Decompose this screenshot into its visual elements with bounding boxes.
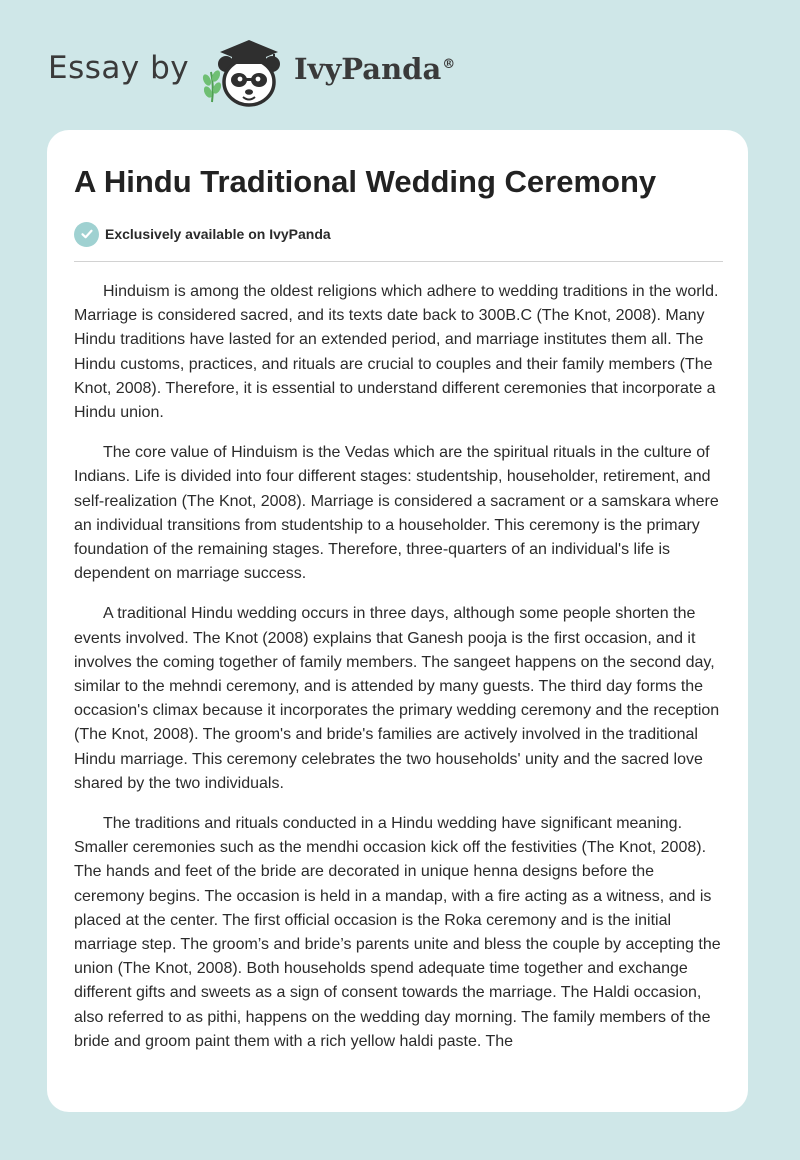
essay-card	[47, 130, 748, 1112]
essay-paragraph: Hinduism is among the oldest religions which adhere to wedding traditions in the world. Marriage is considered sacred, and its texts date back to 300B.C (The Knot, 2008). Many Hindu traditions have lasted for an extended period, and marriage institutes them all. The Hindu customs, practices, and rituals are crucial to couples and their family members (The Knot, 2008). Therefore, it is essential to understand different ceremonies that incorporate a Hindu union.	[74, 283, 719, 422]
essay-paragraph: The traditions and rituals conducted in a Hindu wedding have significant meaning. Smaller ceremonies such as the mendhi occasion kick off the festivities (The Knot, 2008). The hands and feet of the bride are decorated in unique henna designs before the ceremony begins. The occasion is held in a mandap, with a fire acting as a witness, and is placed at the center. The first official occasion is the Roka ceremony and is the initial marriage step. The groom’s and bride’s parents unite and bless the couple by accepting the union (The Knot, 2008). Both households spend adequate time together and exchange different gifts and sweets as a sign of consent towards the marriage. The Haldi occasion, also referred to as pithi, happens on the wedding day morning. The family members of the bride and groom paint them with a rich yellow haldi paste. The	[74, 815, 721, 1050]
brand-header[interactable]	[48, 36, 468, 108]
panda-graduate-logo-icon	[202, 36, 292, 108]
brand-name: IvyPanda®	[294, 52, 456, 86]
exclusive-badge-text: Exclusively available on IvyPanda	[105, 226, 331, 242]
essay-paragraph: The core value of Hinduism is the Vedas which are the spiritual rituals in the culture of Indians. Life is divided into four different stages: studentship, householder, retirement, and self-realization (The Knot, 2008). Marriage is considered a sacrament or a samskara where an individual transitions from studentship to a householder. This ceremony is the primary foundation of the remaining stages. Therefore, three-quarters of an individual's life is dependent on marriage success.	[74, 444, 719, 583]
check-circle-icon	[74, 222, 99, 247]
registered-mark: ®	[442, 57, 456, 73]
essay-paragraph: A traditional Hindu wedding occurs in three days, although some people shorten the events involved. The Knot (2008) explains that Ganesh pooja is the first occasion, and it involves the coming together of family members. The sangeet happens on the second day, similar to the mehndi ceremony, and is attended by many guests. The third day forms the occasion's climax because it incorporates the primary wedding ceremony and the reception (The Knot, 2008). The groom's and bride's families are actively involved in the traditional Hindu marriage. This ceremony celebrates the two households' unity and the sacred love shared by the two individuals.	[74, 605, 720, 792]
divider	[74, 261, 723, 262]
essay-title: A Hindu Traditional Wedding Ceremony	[74, 164, 657, 199]
essay-body	[74, 280, 725, 1070]
exclusive-badge	[74, 221, 331, 247]
brand-prefix: Essay by	[48, 50, 190, 86]
